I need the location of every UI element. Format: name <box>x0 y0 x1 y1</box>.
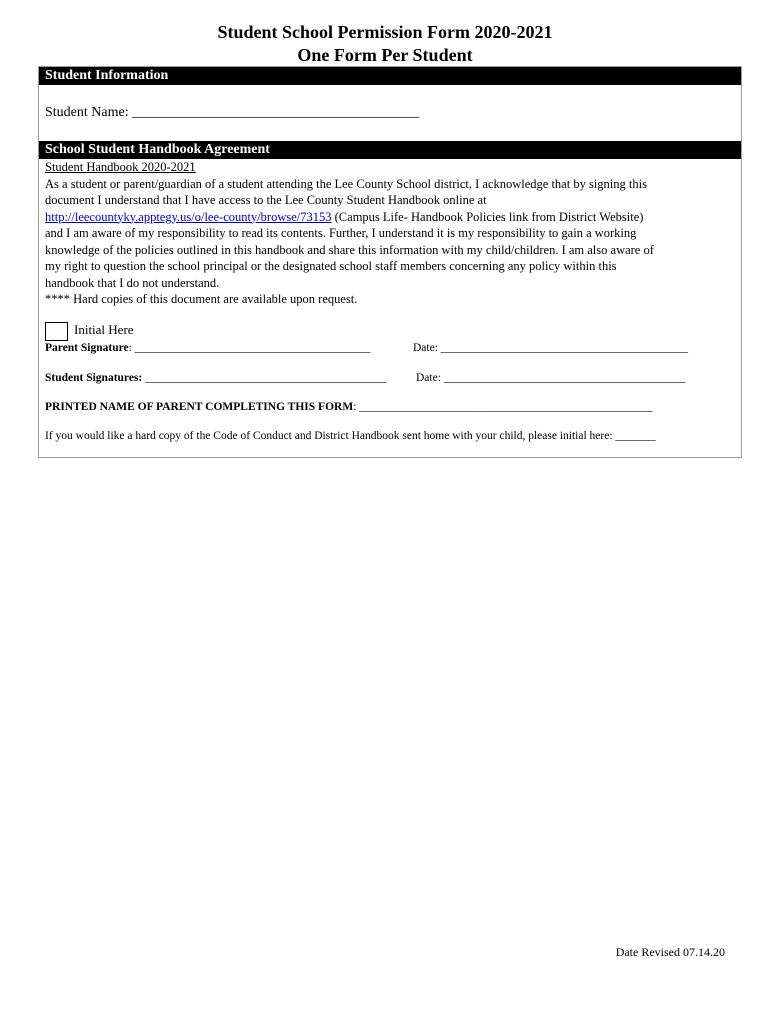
handbook-agreement-text <box>45 159 735 308</box>
printed-name-field[interactable]: : ___________________________________________________ <box>353 401 653 413</box>
handbook-link[interactable]: http://leecountyky.apptegy.us/o/lee-county/browse/73153 <box>45 209 332 224</box>
handbook-text-line: and I am aware of my responsibility to read its contents. Further, I understand it is my responsibility to gain a working <box>45 226 637 240</box>
handbook-text-line <box>45 209 735 226</box>
student-name-blank[interactable]: _________________________________________ <box>132 105 420 120</box>
handbook-link-note: (Campus Life- Handbook Policies link from District Website) <box>331 209 644 224</box>
student-signature-row <box>45 371 686 385</box>
student-date-field[interactable]: Date: __________________________________________ <box>416 372 686 384</box>
handbook-text-line: my right to question the school principal or the designated school staff members concerning any policy within this <box>45 259 617 273</box>
handbook-subtitle: Student Handbook 2020-2021 <box>45 160 196 174</box>
handbook-text-line: handbook that I do not understand. <box>45 275 220 290</box>
student-name-label: Student Name: <box>45 105 133 120</box>
hard-copy-request-row[interactable]: If you would like a hard copy of the Code of Conduct and District Handbook sent home with your child, please initial here: _______ <box>45 430 656 442</box>
parent-signature-row <box>45 341 689 355</box>
student-information-header: Student Information <box>39 67 741 85</box>
hard-copies-note: **** Hard copies of this document are available upon request. <box>45 292 358 306</box>
handbook-agreement-header: School Student Handbook Agreement <box>39 141 741 159</box>
student-signature-label: Student Signatures: <box>45 372 143 384</box>
handbook-text-line: document I understand that I have access to the Lee County Student Handbook online at <box>45 193 487 207</box>
form-title: Student School Permission Form 2020-2021 <box>217 22 553 42</box>
printed-name-row <box>45 400 653 414</box>
parent-signature-label: Parent Signature <box>45 342 129 354</box>
handbook-text-line: As a student or parent/guardian of a student attending the Lee County School district, I acknowledge that by signing this <box>45 176 647 191</box>
form-box <box>38 66 742 458</box>
date-revised: Date Revised 07.14.20 <box>615 945 725 959</box>
student-signature-field[interactable]: __________________________________________ <box>142 372 387 384</box>
handbook-text-line: knowledge of the policies outlined in this handbook and share this information with my child/children. I am also aware of <box>45 242 654 257</box>
printed-name-label: PRINTED NAME OF PARENT COMPLETING THIS FORM <box>45 401 354 413</box>
initial-checkbox[interactable] <box>45 322 68 341</box>
initial-row <box>45 320 134 340</box>
parent-signature-field[interactable]: : _________________________________________ <box>128 342 371 354</box>
initial-label: Initial Here <box>74 322 134 337</box>
student-name-field[interactable] <box>45 104 419 122</box>
form-subtitle: One Form Per Student <box>297 45 473 65</box>
parent-date-field[interactable]: Date: ___________________________________________ <box>413 342 689 354</box>
